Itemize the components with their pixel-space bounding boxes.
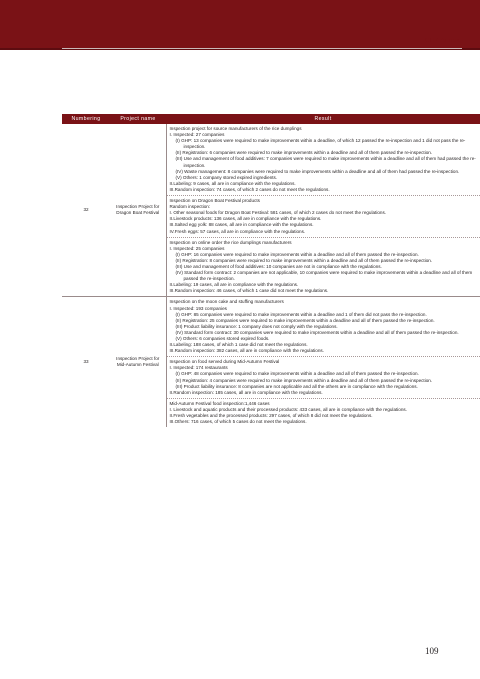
result-cell	[166, 124, 480, 196]
result-line: (IV) Standard form contract: 2 companies are not applicable, 10 companies were required to make improvements within a deadline and all of them passed the re-inspection.	[175, 270, 473, 282]
result-line: I. Inspected: 193 companies	[169, 305, 227, 311]
results-table	[62, 114, 480, 427]
result-line: Inspection on food served during Mid-Autumn Festival	[169, 359, 280, 365]
result-cell	[166, 237, 480, 297]
result-line: III.Random inspection: 74 cases, of which 2 cases do not meet the regulations.	[169, 186, 330, 192]
result-line: (I) GHP: 16 companies were required to make improvements within a deadline and all of them passed the re-inspection.	[175, 251, 419, 257]
result-line: III.Random inspection: 46 cases, of which 1 case did not meet the regulations.	[169, 288, 329, 294]
result-line: Mid-Autumn Festival food inspection:1,446 cases	[169, 400, 270, 406]
page-number: 109	[425, 646, 439, 656]
result-line: II.Fresh vegetables and the processed products: 297 cases, of which 8 did not meet the regulations.	[169, 413, 373, 419]
result-line: II.Labeling: 188 cases, of which 1 case did not meet the regulations.	[169, 342, 308, 348]
table-row	[62, 297, 480, 357]
result-line: IV.Fresh eggs: 57 cases, all are in compliance with the regulations.	[169, 228, 306, 234]
result-line: (I) GHP: 13 companies were required to make improvements within a deadline, of which 12 passed the re-inspection and 1 did not pass the re-inspection.	[175, 138, 466, 150]
result-line: (II) Registration: 4 companies were required to make improvements within a deadline and all of them passed the re-inspection.	[175, 377, 433, 383]
result-line: (III) Product liability insurance: 8 companies are not applicable and all the others are in compliance with the regulations.	[175, 383, 418, 389]
result-line: (III) Use and management of food additives: 10 companies are not in compliance with the regulations.	[175, 263, 382, 269]
result-cell	[166, 398, 480, 427]
result-line: I. Livestock and aquatic products and their processed products: 433 cases, all are in compliance with the regulations.	[169, 406, 407, 412]
result-line: I. Inspected: 27 companies	[169, 132, 225, 138]
result-line: (IV) Waste management: 8 companies were required to make improvements within a deadline and all of them had passed the re-inspection.	[175, 168, 460, 174]
result-cell	[166, 297, 480, 357]
table-row	[62, 124, 480, 196]
result-line: II.Random inspection: 185 cases, all are in compliance with the regulations.	[169, 389, 323, 395]
result-line: II.Labeling: 19 cases, all are in compliance with the regulations.	[169, 282, 299, 288]
table-header-row	[62, 114, 480, 124]
result-line: (I) GHP: 48 companies were required to make improvements within a deadline and all of them passed the re-inspection.	[175, 371, 419, 377]
result-line: III.Others: 716 cases, of which 5 cases do not meet the regulations.	[169, 419, 307, 425]
result-line: II.Labeling: 9 cases, all are in compliance with the regulations.	[169, 180, 296, 186]
result-cell	[166, 196, 480, 238]
result-line: II.Livestock products: 136 cases, all are in compliance with the regulations.	[169, 216, 322, 222]
annex-rule	[62, 48, 462, 49]
result-line: (III) Product liability insurance: 1 company does not comply with the regulations.	[175, 323, 338, 329]
numbering-cell: 32	[83, 207, 89, 213]
result-line: Inspection on Dragon Boat Festival products	[169, 198, 260, 204]
result-line: (II) Registration: 8 companies were required to make improvements within a deadline and all of them passed the re-inspection.	[175, 257, 433, 263]
result-line: III.Random inspection: 382 cases, all are in compliance with the regulations.	[169, 348, 324, 354]
result-line: III.Salted egg yolk: 88 cases, all are in compliance with the regulations.	[169, 222, 314, 228]
result-line: (III) Use and management of food additives: 7 companies were required to make improvements within a deadline and all of them had passed the re-inspection.	[175, 156, 476, 168]
result-line: Inspection on the moon cake and stuffing manufacturers	[169, 299, 284, 305]
column-header-result: Result	[166, 114, 480, 124]
result-line: Inspection project for source manufacturers of the rice dumplings	[169, 126, 302, 131]
result-line: (V) Others: 6 companies stored expired foods.	[175, 336, 270, 341]
annex-label: CH7 Annex	[424, 37, 460, 44]
project-name-cell: Inspection Project for Dragon Boat Festival	[116, 204, 160, 216]
result-line: (IV) Standard form contract: 30 companies were required to make improvements within a deadline and all of them passed the re-inspection.	[175, 329, 459, 335]
result-line: I. Inspected: 25 companies	[169, 245, 225, 251]
result-line: Random inspection:	[169, 204, 211, 210]
result-cell	[166, 357, 480, 399]
project-name-cell: Inspection Project for Mid-Autumn Festival	[110, 297, 166, 427]
numbering-cell: 33	[62, 297, 110, 427]
column-header-project-name: Project name	[110, 114, 166, 124]
result-line: (I) GHP: 85 companies were required to make improvements within a deadline and 1 of them did not pass the re-inspection.	[175, 311, 427, 317]
result-line: I. Inspected: 174 restaurants	[169, 365, 228, 371]
result-line: I. Other seasonal foods for Dragon Boat Festival: 581 cases, of which 2 cases do not meet the regulations.	[169, 210, 387, 216]
header-band	[0, 0, 480, 50]
result-line: (II) Registration: 6 companies were required to make improvements within a deadline and all of them passed the re-inspection.	[175, 150, 433, 156]
result-line: (II) Registration: 25 companies were required to make improvements within a deadline and all of them passed the re-inspection.	[175, 317, 435, 323]
result-line: (V) Others: 1 company stored expired ingredients.	[175, 174, 278, 180]
column-header-numbering: Numbering	[62, 114, 110, 124]
result-line: Inspection on online order the rice dumplings manufacturers	[169, 239, 292, 245]
